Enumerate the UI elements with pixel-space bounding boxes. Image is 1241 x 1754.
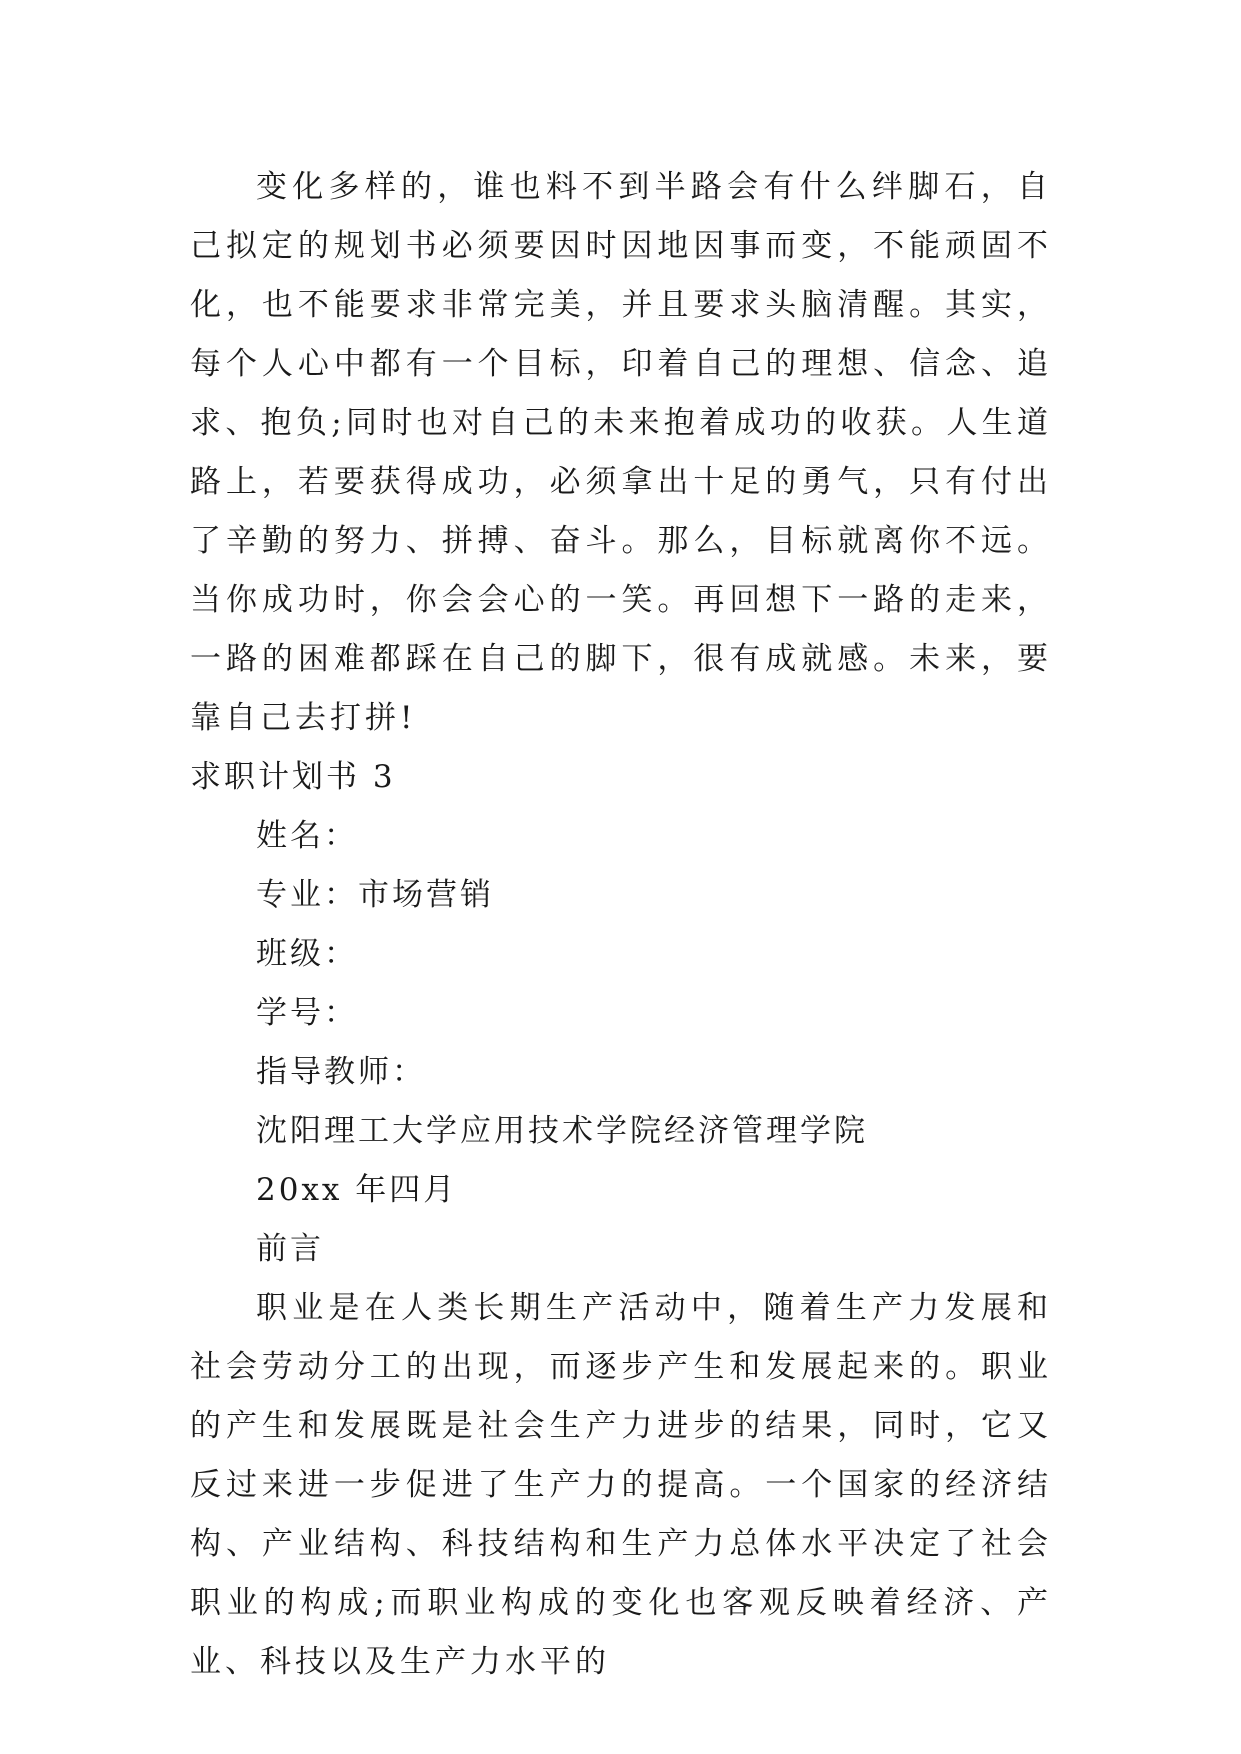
section-title: 求职计划书 3 [190, 759, 396, 795]
document-body [190, 158, 1052, 1692]
field-advisor: 指导教师： [256, 1054, 426, 1090]
field-major: 专业：市场营销 [256, 877, 494, 913]
field-student-id: 学号： [256, 995, 358, 1031]
preface-paragraph: 职业是在人类长期生产活动中，随着生产力发展和社会劳动分工的出现，而逐步产生和发展起来的。职业的产生和发展既是社会生产力进步的结果，同时，它又反过来进一步促进了生产力的提高。一个国家的经济结构、产业结构、科技结构和生产力总体水平决定了社会职业的构成;而职业构成的变化也客观反映着经济、产业、科技以及生产力水平的 [190, 1290, 1052, 1680]
field-class: 班级： [256, 936, 358, 972]
field-institution: 沈阳理工大学应用技术学院经济管理学院 [256, 1113, 868, 1149]
field-name: 姓名： [256, 818, 358, 854]
preface-heading: 前言 [256, 1231, 324, 1267]
continued-paragraph: 变化多样的，谁也料不到半路会有什么绊脚石，自己拟定的规划书必须要因时因地因事而变，不能顽固不化，也不能要求非常完美，并且要求头脑清醒。其实，每个人心中都有一个目标，印着自己的理想、信念、追求、抱负;同时也对自己的未来抱着成功的收获。人生道路上，若要获得成功，必须拿出十足的勇气，只有付出了辛勤的努力、拼搏、奋斗。那么，目标就离你不远。当你成功时，你会会心的一笑。再回想下一路的走来，一路的困难都踩在自己的脚下，很有成就感。未来，要靠自己去打拼! [190, 169, 1052, 736]
field-date: 20xx 年四月 [256, 1172, 458, 1208]
